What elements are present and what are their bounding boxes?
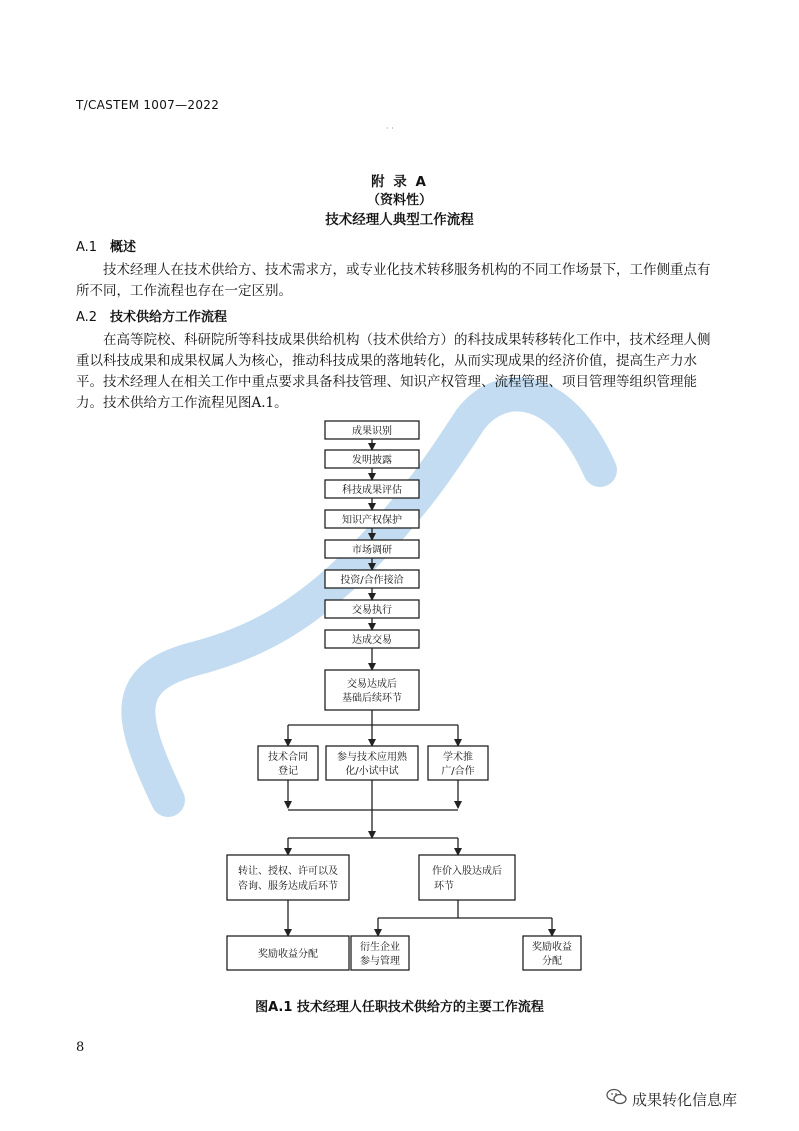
section-number: A.2: [76, 310, 98, 325]
branch-line: 学术推: [443, 752, 473, 763]
after-deal-line: 基础后续环节: [342, 693, 402, 704]
left-result: 奖励收益分配: [258, 949, 318, 960]
branch-line: 化/小试中试: [345, 766, 399, 777]
after-deal-line: 交易达成后: [347, 679, 397, 690]
branch-line: 登记: [278, 766, 298, 777]
right-path-line: 作价入股达成后: [432, 866, 502, 877]
sub-result-line: 分配: [542, 956, 562, 967]
flow-step: 科技成果评估: [342, 485, 402, 496]
sub-result-line: 奖励收益: [532, 942, 572, 953]
section-body-a2: 在高等院校、科研院所等科技成果供给机构（技术供给方）的科技成果转移转化工作中，技术经理人侧重以科技成果和成果权属人为核心，推动科技成果的落地转化，从而实现成果的经济价值，提高生产力水平。技术经理人在相关工作中重点要求具备科技管理、知识产权管理、流程管理、项目管理等组织管理能力。技术供给方工作流程见图A.1。: [76, 332, 711, 411]
header-dots: · ·: [386, 124, 394, 133]
appendix-title: 技术经理人典型工作流程: [325, 212, 474, 228]
branch-line: 技术合同: [268, 752, 308, 763]
flow-step: 发明披露: [352, 455, 392, 466]
branch-line: 参与技术应用熟: [337, 752, 407, 763]
standard-id: T/CASTEM 1007—2022: [76, 98, 220, 112]
left-path-line: 转让、授权、许可以及: [238, 866, 338, 877]
flow-step: 交易执行: [352, 605, 392, 616]
section-title: 技术供给方工作流程: [110, 310, 228, 325]
branch-line: 广/合作: [441, 766, 475, 777]
figure-caption: 图A.1 技术经理人任职技术供给方的主要工作流程: [255, 1000, 544, 1015]
section-number: A.1: [76, 240, 98, 255]
flow-step: 成果识别: [352, 426, 392, 437]
page-number: 8: [76, 1040, 85, 1055]
sub-result-line: 衍生企业: [360, 942, 400, 953]
right-path-line: 环节: [434, 881, 454, 892]
flow-step: 达成交易: [352, 635, 392, 646]
footer-source-text: 成果转化信息库: [632, 1090, 738, 1109]
sub-result-line: 参与管理: [360, 956, 400, 967]
wechat-icon: [606, 1088, 628, 1110]
flow-step: 市场调研: [352, 545, 392, 556]
section-title: 概述: [110, 240, 137, 255]
appendix-type: （资料性）: [366, 193, 432, 208]
left-path-line: 咨询、服务达成后环节: [238, 881, 338, 892]
footer-source: [606, 1088, 737, 1110]
section-body-a1: 技术经理人在技术供给方、技术需求方，或专业化技术转移服务机构的不同工作场景下，工作侧重点有所不同，工作流程也存在一定区别。: [76, 262, 711, 299]
flow-step: 知识产权保护: [342, 515, 402, 526]
flow-step: 投资/合作接洽: [340, 575, 404, 586]
appendix-label: 附 录 A: [371, 174, 428, 190]
